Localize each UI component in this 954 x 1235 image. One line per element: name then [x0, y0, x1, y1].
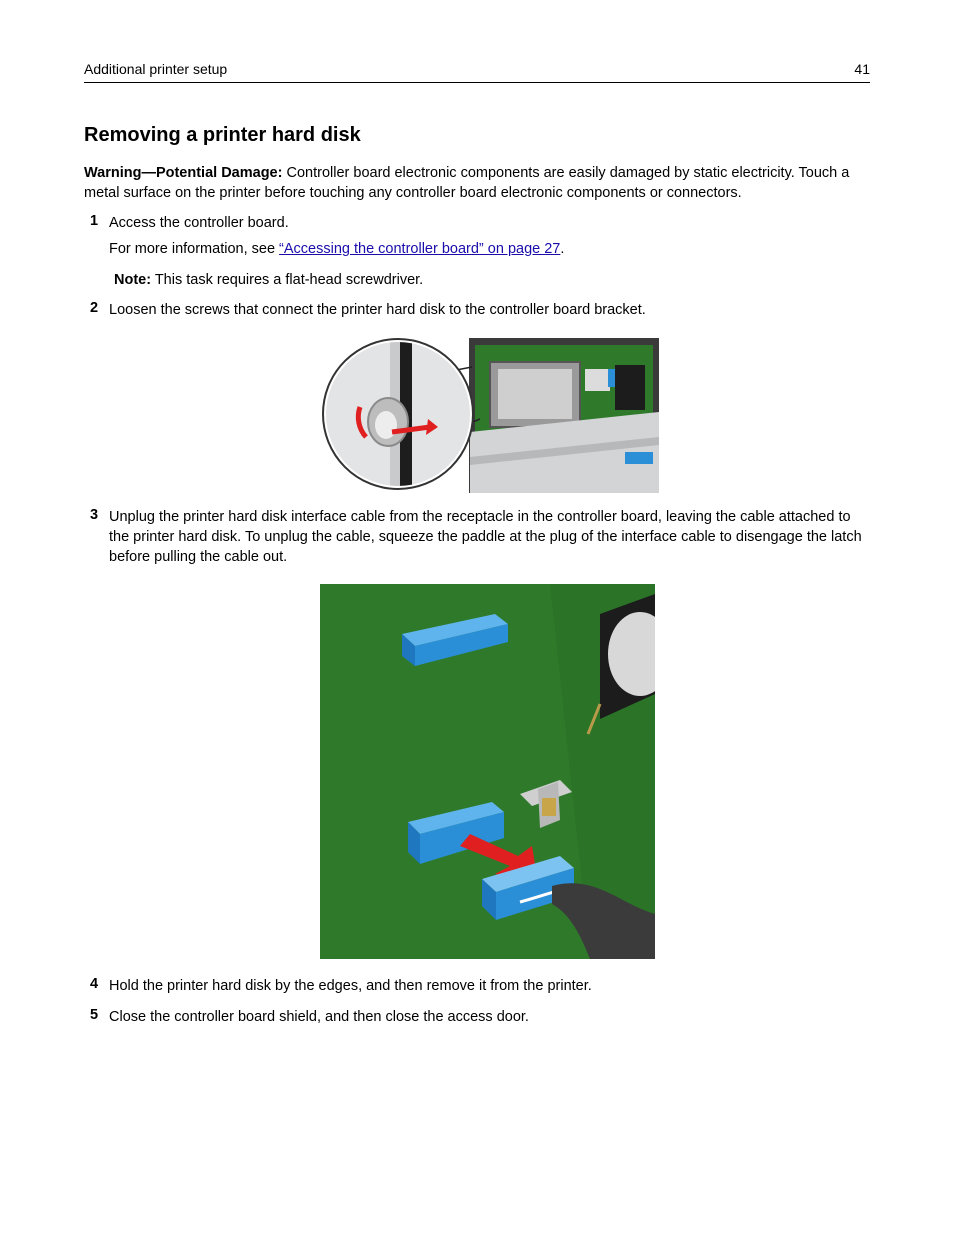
- step-text: Hold the printer hard disk by the edges, and then remove it from the printer.: [109, 978, 592, 994]
- warning-label: Warning—Potential Damage:: [84, 165, 283, 181]
- step-text: Close the controller board shield, and then close the access door.: [109, 1009, 529, 1025]
- note-label: Note:: [114, 272, 152, 288]
- note: [114, 270, 423, 290]
- more-info-prefix: For more information, see: [109, 241, 280, 257]
- step-text: Loosen the screws that connect the printer hard disk to the controller board bracket.: [109, 302, 646, 318]
- page-header: [84, 60, 870, 83]
- warning-paragraph: [84, 163, 870, 203]
- cross-reference-link[interactable]: “Accessing the controller board” on page 27: [279, 241, 561, 257]
- page-title: Removing a printer hard disk: [84, 124, 361, 146]
- step-number: 1: [90, 213, 99, 229]
- note-text: This task requires a flat-head screwdriver.: [151, 272, 424, 288]
- page-number: 41: [854, 61, 870, 77]
- step-number: 3: [90, 507, 99, 523]
- more-info: [109, 239, 871, 259]
- warning-text: Controller board electronic components are easily damaged by static electricity. Touch a metal surface on the printer before touching any controller board electronic components or connectors.: [84, 165, 850, 201]
- step-number: 4: [90, 976, 99, 992]
- step-number: 5: [90, 1007, 99, 1023]
- step-number: 2: [90, 300, 99, 316]
- screw-loosening-illustration: [320, 337, 660, 494]
- cable-unplug-illustration: [320, 584, 655, 959]
- step-text: Unplug the printer hard disk interface cable from the receptacle in the controller board, leaving the cable attached to the printer hard disk. To unplug the cable, squeeze the paddle at the plug of the interface cable to disengage the latch before pulling the cable out.: [109, 509, 862, 565]
- more-info-suffix: .: [560, 241, 565, 257]
- step-text: Access the controller board.: [109, 215, 289, 231]
- header-section: Additional printer setup: [84, 61, 228, 77]
